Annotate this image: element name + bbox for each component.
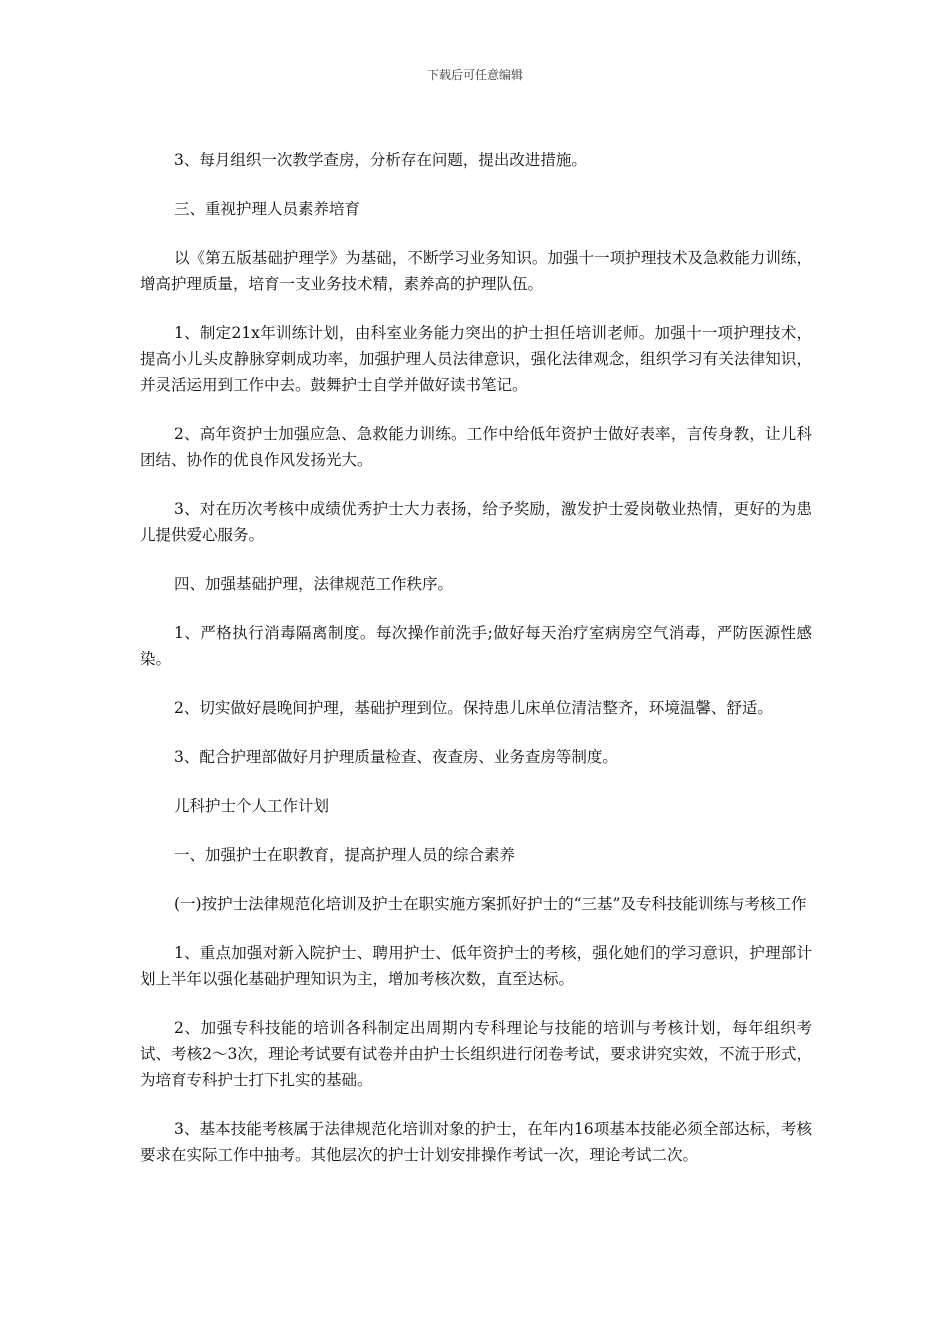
paragraph: 3、对在历次考核中成绩优秀护士大力表扬，给予奖励，激发护士爱岗敬业热情，更好的为患儿提供爱心服务。 (140, 500, 812, 544)
document-body (140, 147, 812, 1191)
paragraph: 1、严格执行消毒隔离制度。每次操作前洗手;做好每天治疗室病房空气消毒，严防医源性感染。 (140, 624, 812, 668)
paragraph: 3、配合护理部做好月护理质量检查、夜查房、业务查房等制度。 (174, 748, 618, 766)
subsection-heading: (一)按护士法律规范化培训及护士在职实施方案抓好护士的“三基”及专科技能训练与考核工作 (174, 895, 807, 913)
section-heading: 一、加强护士在职教育，提高护理人员的综合素养 (174, 846, 516, 864)
paragraph: 3、每月组织一次教学查房，分析存在问题，提出改进措施。 (174, 151, 587, 169)
paragraph: 2、加强专科技能的培训各科制定出周期内专科理论与技能的培训与考核计划，每年组织考试、考核2～3次，理论考试要有试卷并由护士长组织进行闭卷考试，要求讲究实效，不流于形式，为培育专科护士打下扎实的基础。 (140, 1019, 812, 1089)
document-title: 儿科护士个人工作计划 (174, 797, 330, 815)
paragraph: 2、高年资护士加强应急、急救能力训练。工作中给低年资护士做好表率，言传身教，让儿科团结、协作的优良作风发扬光大。 (140, 425, 812, 469)
section-heading: 四、加强基础护理，法律规范工作秩序。 (174, 575, 454, 593)
paragraph: 2、切实做好晨晚间护理，基础护理到位。保持患儿床单位清洁整齐，环境温馨、舒适。 (174, 699, 773, 717)
header-note: 下载后可任意编辑 (426, 68, 523, 82)
paragraph: 1、重点加强对新入院护士、聘用护士、低年资护士的考核，强化她们的学习意识，护理部计划上半年以强化基础护理知识为主，增加考核次数，直至达标。 (140, 944, 812, 988)
paragraph: 以《第五版基础护理学》为基础，不断学习业务知识。加强十一项护理技术及急救能力训练，增高护理质量，培育一支业务技术精，素养高的护理队伍。 (140, 249, 812, 293)
section-heading: 三、重视护理人员素养培育 (174, 200, 361, 218)
paragraph: 1、制定21x年训练计划，由科室业务能力突出的护士担任培训老师。加强十一项护理技术，提高小儿头皮静脉穿刺成功率，加强护理人员法律意识，强化法律观念，组织学习有关法律知识，并灵活运用到工作中去。鼓舞护士自学并做好读书笔记。 (140, 324, 812, 394)
paragraph: 3、基本技能考核属于法律规范化培训对象的护士，在年内16项基本技能必须全部达标，考核要求在实际工作中抽考。其他层次的护士计划安排操作考试一次，理论考试二次。 (140, 1120, 812, 1164)
